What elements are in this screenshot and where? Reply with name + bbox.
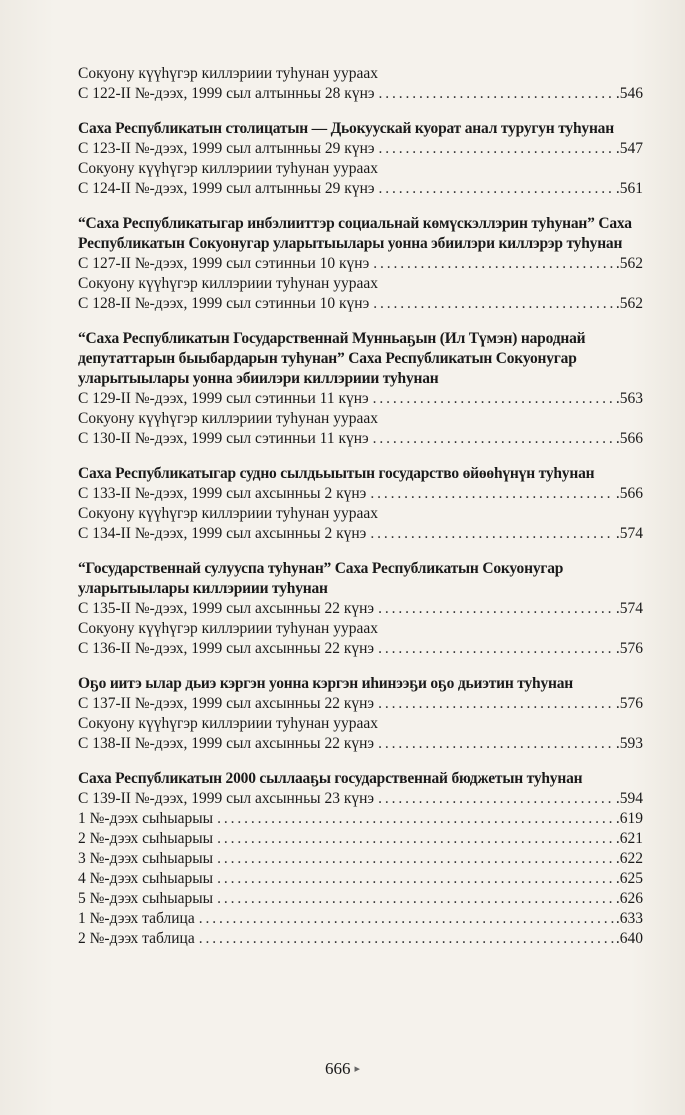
entry-page-number: .593 xyxy=(615,735,643,752)
entry-label: С 133-II №-дээх, 1999 сыл ахсынньы 2 күнэ xyxy=(78,485,367,502)
toc-section xyxy=(78,769,643,949)
toc-entry xyxy=(78,714,643,734)
dot-leader xyxy=(379,179,614,199)
entry-page-number: .546 xyxy=(615,85,643,102)
dot-leader xyxy=(379,84,614,104)
entry-label: 1 №-дээх сыһыарыы xyxy=(78,810,214,827)
dot-leader xyxy=(379,139,614,159)
entry-label: Сокуону күүһүгэр киллэриии туһунан уураах xyxy=(78,65,378,82)
toc-entry xyxy=(78,179,643,199)
toc-entry xyxy=(78,829,643,849)
toc-entry xyxy=(78,849,643,869)
toc-section xyxy=(78,329,643,449)
dot-leader xyxy=(199,929,614,949)
entry-label: С 134-II №-дээх, 1999 сыл ахсынньы 2 күнэ xyxy=(78,525,367,542)
entry-page-number: .563 xyxy=(615,390,643,407)
entry-label: Сокуону күүһүгэр киллэриии туһунан уураах xyxy=(78,505,378,522)
toc-section xyxy=(78,214,643,314)
entry-label: Сокуону күүһүгэр киллэриии туһунан уураах xyxy=(78,160,378,177)
entry-label: С 138-II №-дээх, 1999 сыл ахсынньы 22 күнэ xyxy=(78,735,375,752)
dot-leader xyxy=(378,694,614,714)
entry-page-number: .622 xyxy=(615,850,643,867)
dot-leader xyxy=(373,294,614,314)
entry-page-number: .574 xyxy=(615,600,643,617)
entry-label: С 124-II №-дээх, 1999 сыл алтынньы 29 күнэ xyxy=(78,180,375,197)
entry-page-number: .566 xyxy=(615,485,643,502)
section-heading: Оҕо иитэ ылар дьиэ кэргэн уонна кэргэн иһинээҕи оҕо дьиэтин туһунан xyxy=(78,675,574,692)
entry-page-number: .633 xyxy=(615,910,643,927)
entry-label: С 135-II №-дээх, 1999 сыл ахсынньы 22 күнэ xyxy=(78,600,375,617)
toc-entry xyxy=(78,869,643,889)
dot-leader xyxy=(378,734,614,754)
entry-page-number: .562 xyxy=(615,295,643,312)
toc-entry xyxy=(78,159,643,179)
entry-label: С 136-II №-дээх, 1999 сыл ахсынньы 22 күнэ xyxy=(78,640,375,657)
entry-label: 2 №-дээх таблица xyxy=(78,930,195,947)
entry-label: С 137-II №-дээх, 1999 сыл ахсынньы 22 күнэ xyxy=(78,695,375,712)
section-heading: Саха Республикатын столицатын — Дьокуускай куорат анал туругун туһунан xyxy=(78,120,614,137)
entry-page-number: .626 xyxy=(615,890,643,907)
dot-leader xyxy=(217,869,614,889)
entry-label: 1 №-дээх таблица xyxy=(78,910,195,927)
toc-entry xyxy=(78,504,643,524)
dot-leader xyxy=(217,849,614,869)
entry-page-number: .562 xyxy=(615,255,643,272)
entry-page-number: .547 xyxy=(615,140,643,157)
toc-entry xyxy=(78,484,643,504)
arrow-icon: ▸ xyxy=(354,1063,361,1075)
toc-entry xyxy=(78,619,643,639)
toc-entry xyxy=(78,429,643,449)
entry-page-number: .576 xyxy=(615,640,643,657)
dot-leader xyxy=(378,639,614,659)
section-heading: Саха Республикатыгар судно сылдьыытын государство өйөөһүнүн туһунан xyxy=(78,465,595,482)
toc-entry xyxy=(78,694,643,714)
dot-leader xyxy=(378,599,614,619)
toc-entry xyxy=(78,84,643,104)
toc-entry xyxy=(78,139,643,159)
toc-section xyxy=(78,119,643,199)
toc-section xyxy=(78,64,643,104)
entry-page-number: .625 xyxy=(615,870,643,887)
dot-leader xyxy=(217,829,614,849)
entry-label: С 122-II №-дээх, 1999 сыл алтынньы 28 күнэ xyxy=(78,85,375,102)
toc-entry xyxy=(78,909,643,929)
toc-entry xyxy=(78,254,643,274)
entry-page-number: .619 xyxy=(615,810,643,827)
entry-label: С 128-II №-дээх, 1999 сыл сэтинньи 10 күнэ xyxy=(78,295,370,312)
toc-entry xyxy=(78,639,643,659)
table-of-contents xyxy=(78,64,643,964)
page-number: 666 xyxy=(324,1059,351,1078)
toc-entry xyxy=(78,929,643,949)
entry-page-number: .576 xyxy=(615,695,643,712)
section-heading: Саха Республикатын 2000 сыллааҕы государственнай бюджетын туһунан xyxy=(78,770,583,787)
toc-entry xyxy=(78,524,643,544)
entry-page-number: .640 xyxy=(615,930,643,947)
toc-entry xyxy=(78,409,643,429)
dot-leader xyxy=(217,889,614,909)
entry-page-number: .621 xyxy=(615,830,643,847)
entry-label: Сокуону күүһүгэр киллэриии туһунан уураах xyxy=(78,620,378,637)
entry-label: 3 №-дээх сыһыарыы xyxy=(78,850,214,867)
dot-leader xyxy=(373,389,614,409)
toc-entry xyxy=(78,809,643,829)
entry-label: Сокуону күүһүгэр киллэриии туһунан уураах xyxy=(78,410,378,427)
entry-label: 5 №-дээх сыһыарыы xyxy=(78,890,214,907)
section-heading: “Саха Республикатын Государственнай Мунньаҕын (Ил Түмэн) народнай депутаттарын быыбардарын туһунан” Саха Республикатын Сокуонугар уларытыылары уонна эбиилэри киллэриии туһунан xyxy=(78,330,586,387)
entry-label: Сокуону күүһүгэр киллэриии туһунан уураах xyxy=(78,715,378,732)
dot-leader xyxy=(217,809,614,829)
toc-entry xyxy=(78,889,643,909)
entry-label: С 139-II №-дээх, 1999 сыл ахсынньы 23 күнэ xyxy=(78,790,375,807)
toc-entry xyxy=(78,389,643,409)
toc-entry xyxy=(78,599,643,619)
dot-leader xyxy=(378,789,614,809)
dot-leader xyxy=(370,524,614,544)
entry-page-number: .561 xyxy=(615,180,643,197)
toc-entry xyxy=(78,734,643,754)
toc-entry xyxy=(78,789,643,809)
dot-leader xyxy=(373,429,614,449)
dot-leader xyxy=(199,909,614,929)
entry-page-number: .594 xyxy=(615,790,643,807)
entry-label: 2 №-дээх сыһыарыы xyxy=(78,830,214,847)
toc-section xyxy=(78,559,643,659)
entry-label: 4 №-дээх сыһыарыы xyxy=(78,870,214,887)
dot-leader xyxy=(373,254,614,274)
entry-label: С 123-II №-дээх, 1999 сыл алтынньы 29 күнэ xyxy=(78,140,375,157)
toc-entry xyxy=(78,274,643,294)
entry-label: С 127-II №-дээх, 1999 сыл сэтинньи 10 күнэ xyxy=(78,255,370,272)
entry-label: С 130-II №-дээх, 1999 сыл сэтинньи 11 күнэ xyxy=(78,430,369,447)
entry-page-number: .566 xyxy=(615,430,643,447)
entry-page-number: .574 xyxy=(615,525,643,542)
section-heading: “Государственнай сулууспа туһунан” Саха Республикатын Сокуонугар уларытыылары киллэриии туһунан xyxy=(78,560,564,597)
page-footer xyxy=(0,1059,685,1079)
entry-label: С 129-II №-дээх, 1999 сыл сэтинньи 11 күнэ xyxy=(78,390,369,407)
dot-leader xyxy=(370,484,614,504)
section-heading: “Саха Республикатыгар инбэлииттэр социальнай көмүскэллэрин туһунан” Саха Республикатын Сокуонугар уларытыылары уонна эбиилэри киллэрэр туһунан xyxy=(78,215,632,252)
toc-entry xyxy=(78,294,643,314)
toc-section xyxy=(78,464,643,544)
entry-label: Сокуону күүһүгэр киллэриии туһунан уураах xyxy=(78,275,378,292)
toc-entry xyxy=(78,64,643,84)
toc-section xyxy=(78,674,643,754)
